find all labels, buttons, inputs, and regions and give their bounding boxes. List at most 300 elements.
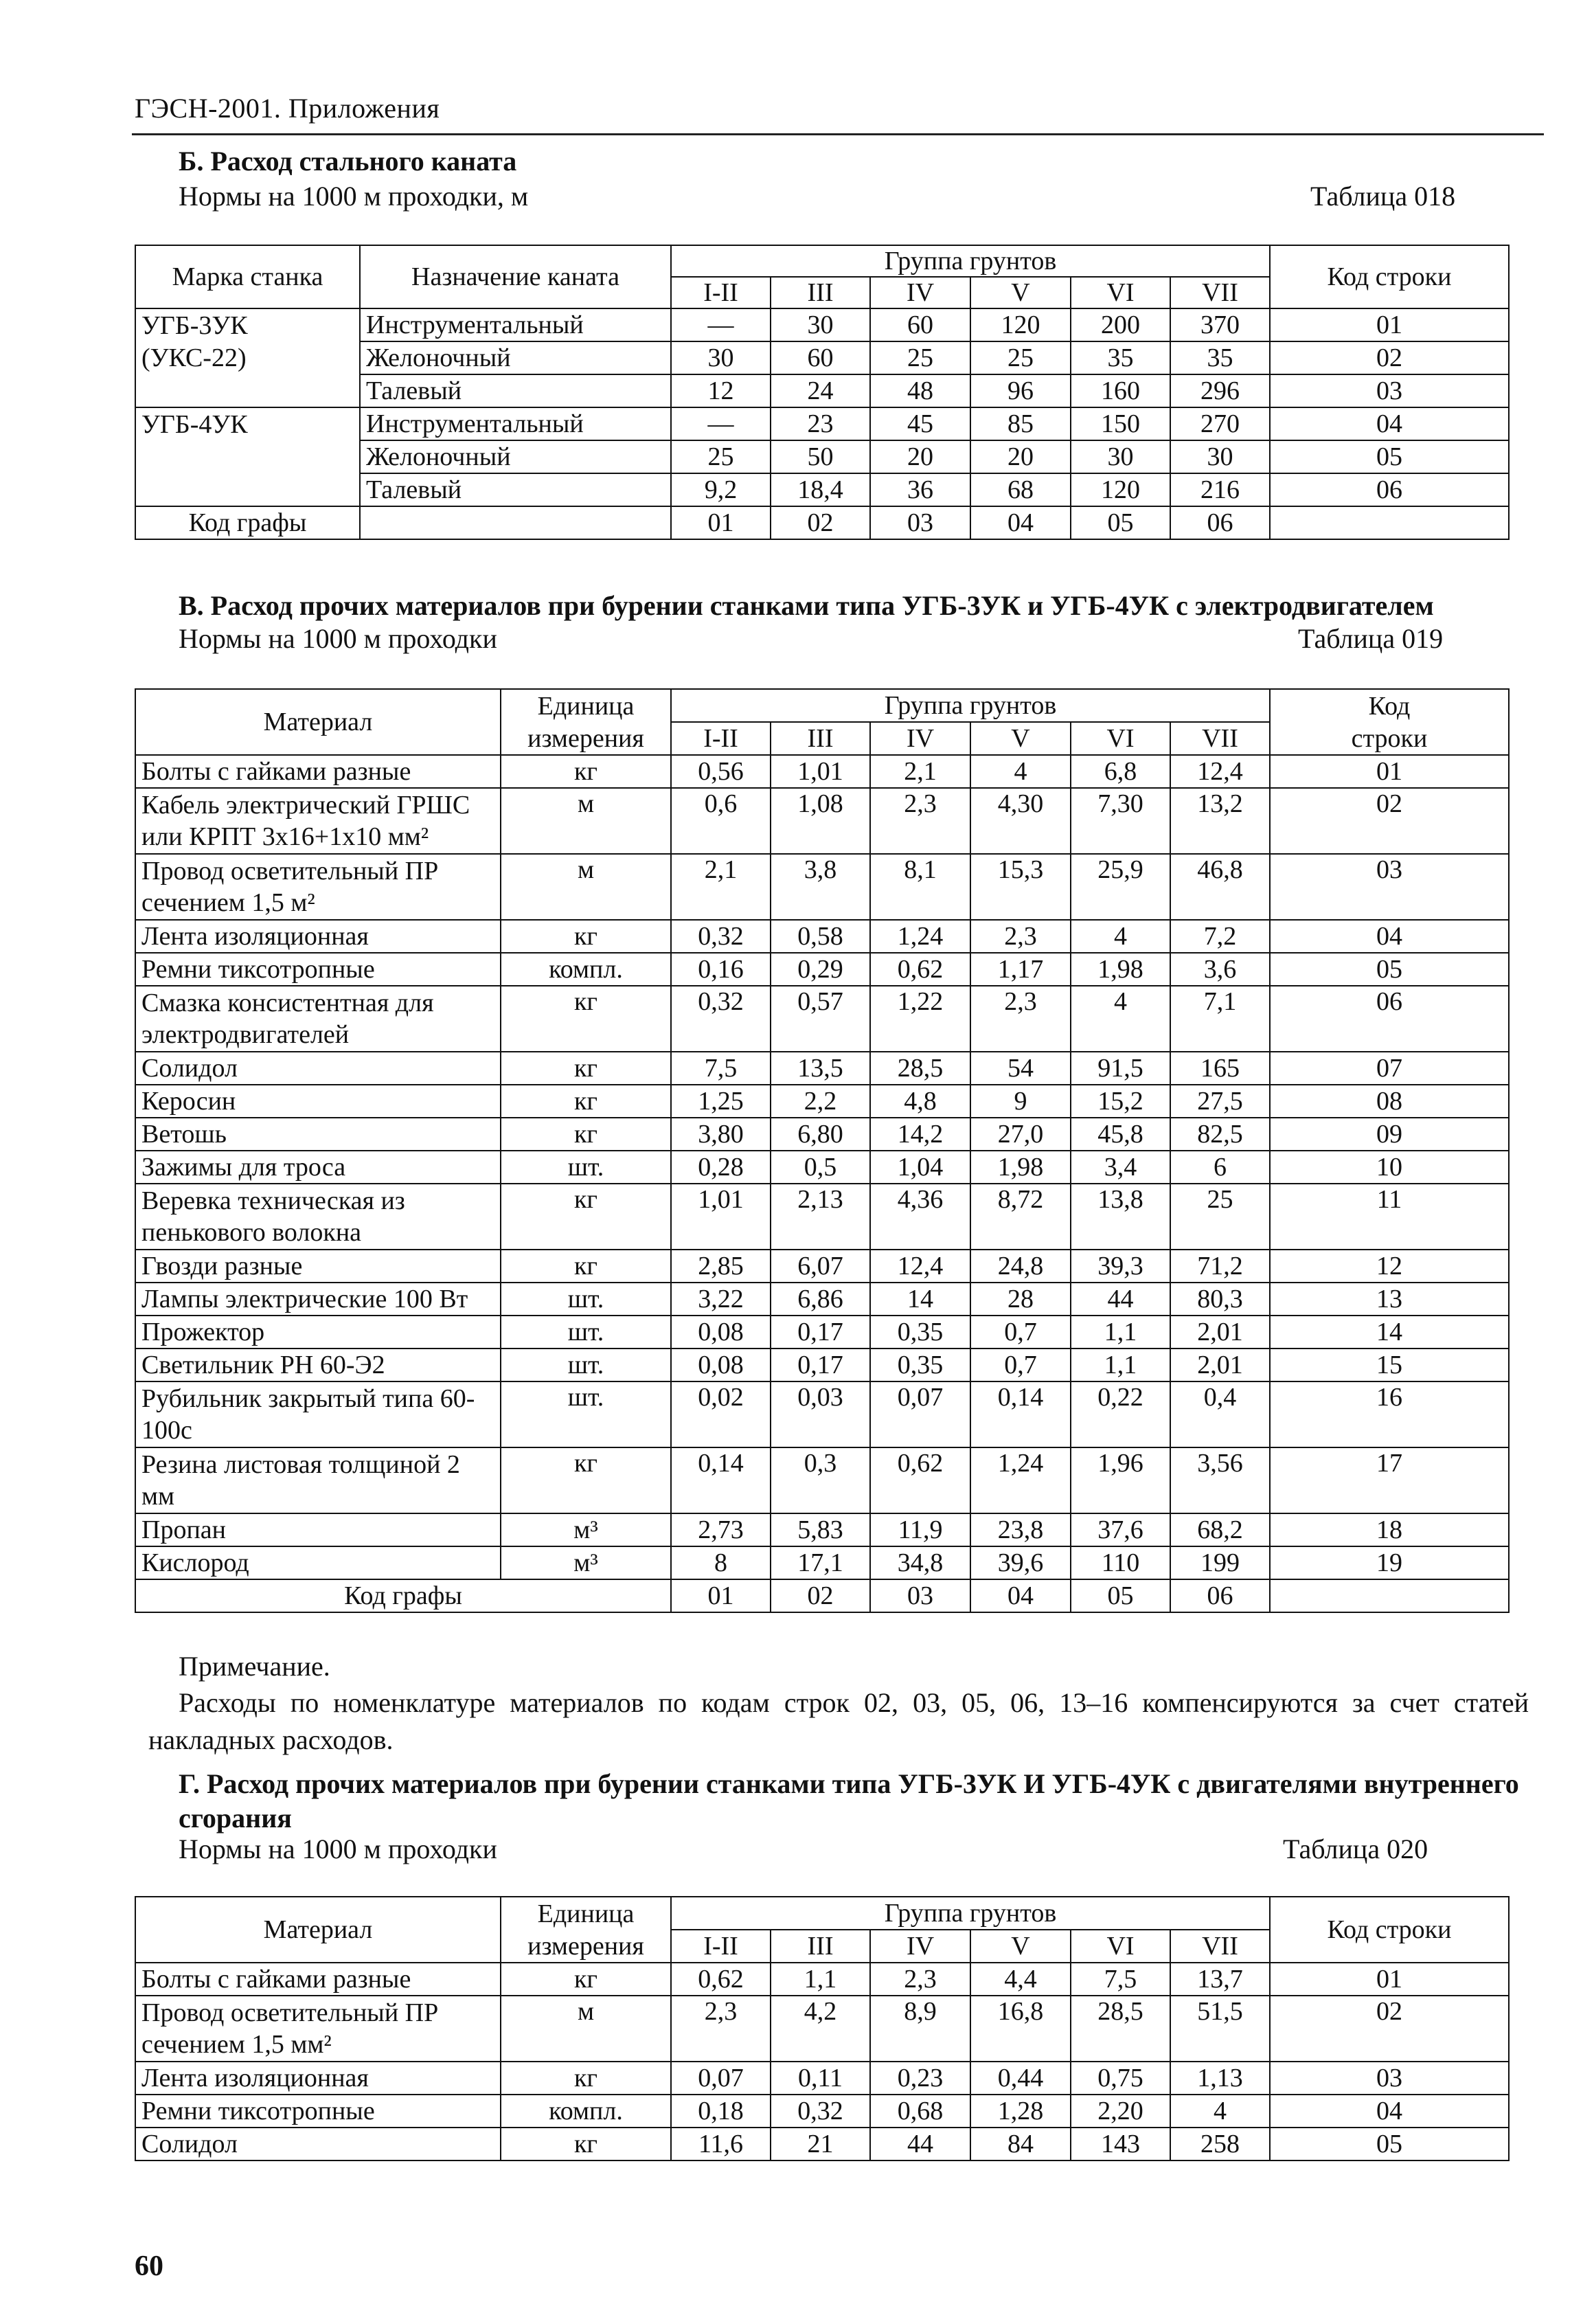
value-cell: 0,18 [671,2095,771,2128]
empty-cell [1270,1579,1509,1612]
value-cell: 91,5 [1071,1052,1170,1085]
column-code: 05 [1071,506,1170,539]
machine-cell: УГБ-3УК [135,308,360,341]
material-cell: Керосин [135,1085,501,1118]
row-code-cell: 03 [1270,2062,1509,2095]
value-cell: 0,32 [771,2095,870,2128]
value-cell: 0,4 [1170,1381,1270,1447]
row-code-cell: 08 [1270,1085,1509,1118]
value-cell: 3,56 [1170,1447,1270,1513]
header-group-1: I-II [671,277,771,308]
value-cell: 7,5 [1071,1963,1170,1996]
table-row [135,788,1509,854]
header-code-line1: Код [1270,689,1509,722]
row-code-cell: 01 [1270,1963,1509,1996]
value-cell: 0,16 [671,953,771,986]
table-row [135,1381,1509,1447]
value-cell: 34,8 [870,1546,970,1579]
value-cell: 143 [1071,2128,1170,2161]
material-cell: Солидол [135,1052,501,1085]
value-cell: 1,25 [671,1085,771,1118]
row-code-cell: 04 [1270,407,1509,440]
material-cell: Лента изоляционная [135,920,501,953]
unit-cell: кг [501,1118,671,1151]
value-cell: 5,83 [771,1513,870,1546]
material-cell: Болты с гайками разные [135,1963,501,1996]
value-cell: 0,22 [1071,1381,1170,1447]
unit-cell: кг [501,1250,671,1283]
row-code-cell: 06 [1270,986,1509,1052]
row-code-cell: 07 [1270,1052,1509,1085]
value-cell: 165 [1170,1052,1270,1085]
value-cell: 44 [1071,1283,1170,1316]
value-cell: 2,3 [671,1996,771,2062]
table-018-label: Таблица 018 [1310,181,1456,212]
purpose-cell: Желоночный [360,440,671,473]
value-cell: 7,5 [671,1052,771,1085]
value-cell: 1,1 [1071,1316,1170,1349]
value-cell: 0,7 [970,1349,1071,1381]
header-material: Материал [135,1897,501,1963]
value-cell: 4 [1071,920,1170,953]
purpose-cell: Талевый [360,374,671,407]
value-cell: 54 [970,1052,1071,1085]
material-cell: Светильник РН 60-Э2 [135,1349,501,1381]
value-cell: 8,9 [870,1996,970,2062]
unit-cell: кг [501,2062,671,2095]
material-cell: Болты с гайками разные [135,755,501,788]
value-cell: 2,3 [870,1963,970,1996]
value-cell: 35 [1170,341,1270,374]
row-code-cell: 05 [1270,440,1509,473]
value-cell: 39,6 [970,1546,1071,1579]
value-cell: 0,62 [870,953,970,986]
header-group-2: III [771,277,870,308]
value-cell: 60 [870,308,970,341]
material-cell: Гвозди разные [135,1250,501,1283]
value-cell: 7,30 [1071,788,1170,854]
value-cell: 0,17 [771,1316,870,1349]
value-cell: 120 [1071,473,1170,506]
column-code: 04 [970,1579,1071,1612]
header-soil-group: Группа грунтов [671,1897,1270,1930]
value-cell: 50 [771,440,870,473]
section-v-title: В. Расход прочих материалов при бурении станками типа УГБ-3УК и УГБ-4УК с электродвигателем [179,590,1434,621]
machine-cell [135,473,360,506]
table-row [135,2128,1509,2161]
value-cell: 0,08 [671,1349,771,1381]
header-soil-group: Группа грунтов [671,245,1270,277]
row-code-cell: 01 [1270,308,1509,341]
empty-cell [360,506,671,539]
row-code-cell: 04 [1270,2095,1509,2128]
value-cell: 270 [1170,407,1270,440]
table-row [135,440,1509,473]
value-cell: 25 [1170,1184,1270,1250]
value-cell: 20 [970,440,1071,473]
value-cell: 7,2 [1170,920,1270,953]
value-cell: 0,03 [771,1381,870,1447]
header-group-6: VII [1170,277,1270,308]
column-code-label: Код графы [135,506,360,539]
table-row [135,986,1509,1052]
value-cell: 45 [870,407,970,440]
row-code-cell: 03 [1270,854,1509,920]
unit-cell: кг [501,1447,671,1513]
row-code-cell: 16 [1270,1381,1509,1447]
value-cell: 46,8 [1170,854,1270,920]
purpose-cell: Талевый [360,473,671,506]
value-cell: 0,08 [671,1316,771,1349]
table-row [135,1513,1509,1546]
value-cell: 0,56 [671,755,771,788]
value-cell: 2,1 [671,854,771,920]
column-code: 05 [1071,1579,1170,1612]
empty-cell [1270,506,1509,539]
column-code: 02 [771,506,870,539]
value-cell: 2,3 [870,788,970,854]
material-cell: Пропан [135,1513,501,1546]
column-code: 03 [870,1579,970,1612]
value-cell: 35 [1071,341,1170,374]
material-cell: Солидол [135,2128,501,2161]
header-unit-line2: измерения [501,722,671,755]
value-cell: 0,6 [671,788,771,854]
value-cell: 0,14 [970,1381,1071,1447]
material-cell: Лента изоляционная [135,2062,501,2095]
table-row [135,2095,1509,2128]
value-cell: — [671,308,771,341]
header-row-code: Код строки [1270,1897,1509,1963]
table-row [135,2062,1509,2095]
value-cell: 1,98 [970,1151,1071,1184]
material-cell: Прожектор [135,1316,501,1349]
value-cell: 27,0 [970,1118,1071,1151]
value-cell: 13,2 [1170,788,1270,854]
value-cell: 4 [970,755,1071,788]
value-cell: 2,85 [671,1250,771,1283]
row-code-cell: 01 [1270,755,1509,788]
value-cell: 25 [671,440,771,473]
unit-cell: компл. [501,953,671,986]
row-code-cell: 02 [1270,341,1509,374]
row-code-cell: 03 [1270,374,1509,407]
value-cell: 2,3 [970,986,1071,1052]
unit-cell: кг [501,1963,671,1996]
unit-cell: шт. [501,1316,671,1349]
header-unit-line2: измерения [501,1930,671,1963]
header-group-5: VI [1071,1930,1170,1963]
value-cell: 1,1 [771,1963,870,1996]
value-cell: 7,1 [1170,986,1270,1052]
unit-cell: шт. [501,1151,671,1184]
table-row [135,1283,1509,1316]
value-cell: 14,2 [870,1118,970,1151]
value-cell: 3,8 [771,854,870,920]
material-cell: Провод осветительный ПР сечением 1,5 мм² [135,1996,501,2062]
value-cell: 0,75 [1071,2062,1170,2095]
value-cell: 110 [1071,1546,1170,1579]
header-code-line2: строки [1270,722,1509,755]
header-unit-line1: Единица [501,1897,671,1930]
unit-cell: кг [501,2128,671,2161]
header-rule [132,133,1544,135]
row-code-cell: 13 [1270,1283,1509,1316]
header-group-4: V [970,277,1071,308]
table-row [135,1118,1509,1151]
value-cell: 36 [870,473,970,506]
table-row [135,473,1509,506]
value-cell: 0,02 [671,1381,771,1447]
value-cell: 3,4 [1071,1151,1170,1184]
table-018 [135,245,1510,540]
value-cell: 80,3 [1170,1283,1270,1316]
value-cell: 0,23 [870,2062,970,2095]
value-cell: 4 [1071,986,1170,1052]
table-row [135,920,1509,953]
unit-cell: кг [501,1052,671,1085]
value-cell: 0,62 [671,1963,771,1996]
row-code-cell: 02 [1270,788,1509,854]
value-cell: 1,24 [870,920,970,953]
value-cell: 2,20 [1071,2095,1170,2128]
material-cell: Кислород [135,1546,501,1579]
value-cell: 85 [970,407,1071,440]
value-cell: 25,9 [1071,854,1170,920]
section-g-norms: Нормы на 1000 м проходки [179,1834,497,1864]
unit-cell: кг [501,755,671,788]
material-cell: Провод осветительный ПР сечением 1,5 м² [135,854,501,920]
value-cell: 9,2 [671,473,771,506]
machine-cell: УГБ-4УК [135,407,360,440]
value-cell: 4,36 [870,1184,970,1250]
value-cell: 1,08 [771,788,870,854]
value-cell: 3,80 [671,1118,771,1151]
machine-cell [135,374,360,407]
value-cell: 37,6 [1071,1513,1170,1546]
value-cell: 71,2 [1170,1250,1270,1283]
value-cell: 68,2 [1170,1513,1270,1546]
value-cell: 28 [970,1283,1071,1316]
purpose-cell: Инструментальный [360,308,671,341]
table-row [135,1250,1509,1283]
header-purpose: Назначение каната [360,245,671,308]
value-cell: 11,9 [870,1513,970,1546]
value-cell: 0,32 [671,986,771,1052]
value-cell: 60 [771,341,870,374]
value-cell: 28,5 [1071,1996,1170,2062]
table-row [135,953,1509,986]
value-cell: 6 [1170,1151,1270,1184]
header-row-code: Код строки [1270,245,1509,308]
unit-cell: кг [501,920,671,953]
value-cell: 15,2 [1071,1085,1170,1118]
value-cell: 200 [1071,308,1170,341]
column-code: 02 [771,1579,870,1612]
value-cell: 0,58 [771,920,870,953]
table-row [135,308,1509,341]
machine-cell: (УКС-22) [135,341,360,374]
page-number: 60 [135,2250,163,2282]
value-cell: 82,5 [1170,1118,1270,1151]
value-cell: 23,8 [970,1513,1071,1546]
header-group-3: IV [870,1930,970,1963]
value-cell: 0,14 [671,1447,771,1513]
value-cell: 8 [671,1546,771,1579]
note-text: Расходы по номенклатуре материалов по кодам строк 02, 03, 05, 06, 13–16 компенсируются за счет статей накладных расходов. [148,1687,1529,1755]
unit-cell: м³ [501,1513,671,1546]
row-code-cell: 12 [1270,1250,1509,1283]
value-cell: 0,35 [870,1316,970,1349]
value-cell: 4 [1170,2095,1270,2128]
row-code-cell: 05 [1270,2128,1509,2161]
header-group-2: III [771,722,870,755]
value-cell: 2,2 [771,1085,870,1118]
value-cell: 6,80 [771,1118,870,1151]
unit-cell: м [501,1996,671,2062]
value-cell: 0,32 [671,920,771,953]
material-cell: Веревка техническая из пенькового волокна [135,1184,501,1250]
material-cell: Ветошь [135,1118,501,1151]
value-cell: 216 [1170,473,1270,506]
column-code: 06 [1170,506,1270,539]
value-cell: 6,07 [771,1250,870,1283]
value-cell: 68 [970,473,1071,506]
row-code-cell: 11 [1270,1184,1509,1250]
value-cell: 39,3 [1071,1250,1170,1283]
value-cell: 150 [1071,407,1170,440]
table-row [135,1996,1509,2062]
value-cell: 0,07 [870,1381,970,1447]
value-cell: 258 [1170,2128,1270,2161]
row-code-cell: 02 [1270,1996,1509,2062]
row-code-cell: 14 [1270,1316,1509,1349]
header-group-5: VI [1071,722,1170,755]
value-cell: 30 [671,341,771,374]
value-cell: 11,6 [671,2128,771,2161]
section-g-title: Г. Расход прочих материалов при бурении станками типа УГБ-3УК И УГБ-4УК с двигателями внутреннего сгорания [179,1768,1519,1834]
section-v-norms: Нормы на 1000 м проходки [179,623,497,654]
value-cell: 9 [970,1085,1071,1118]
row-code-cell: 17 [1270,1447,1509,1513]
value-cell: 8,72 [970,1184,1071,1250]
footer-row [135,1579,1509,1612]
value-cell: 8,1 [870,854,970,920]
value-cell: 0,17 [771,1349,870,1381]
header-group-1: I-II [671,722,771,755]
value-cell: 6,86 [771,1283,870,1316]
value-cell: 17,1 [771,1546,870,1579]
header-group-3: IV [870,277,970,308]
table-020-label: Таблица 020 [1283,1834,1428,1864]
value-cell: 6,8 [1071,755,1170,788]
value-cell: 0,29 [771,953,870,986]
column-code-label: Код графы [135,1579,671,1612]
purpose-cell: Инструментальный [360,407,671,440]
value-cell: 45,8 [1071,1118,1170,1151]
unit-cell: кг [501,1184,671,1250]
material-cell: Резина листовая толщиной 2 мм [135,1447,501,1513]
value-cell: 20 [870,440,970,473]
table-row [135,1546,1509,1579]
value-cell: 160 [1071,374,1170,407]
table-row [135,1085,1509,1118]
material-cell: Рубильник закрытый типа 60-100с [135,1381,501,1447]
note-label: Примечание. [179,1651,330,1682]
header-group-4: V [970,722,1071,755]
table-row [135,407,1509,440]
value-cell: 25 [870,341,970,374]
value-cell: 1,28 [970,2095,1071,2128]
value-cell: 13,7 [1170,1963,1270,1996]
value-cell: 2,13 [771,1184,870,1250]
table-row [135,1316,1509,1349]
unit-cell: м [501,854,671,920]
value-cell: 1,22 [870,986,970,1052]
material-cell: Кабель электрический ГРШС или КРПТ 3х16+1х10 мм² [135,788,501,854]
value-cell: 24,8 [970,1250,1071,1283]
value-cell: 44 [870,2128,970,2161]
table-row [135,854,1509,920]
header-group-3: IV [870,722,970,755]
value-cell: 12,4 [870,1250,970,1283]
table-019 [135,688,1510,1613]
value-cell: 24 [771,374,870,407]
table-row [135,1151,1509,1184]
table-row [135,1184,1509,1250]
row-code-cell: 19 [1270,1546,1509,1579]
value-cell: 30 [1170,440,1270,473]
value-cell: 12 [671,374,771,407]
value-cell: 0,57 [771,986,870,1052]
purpose-cell: Желоночный [360,341,671,374]
table-row [135,1349,1509,1381]
value-cell: 30 [771,308,870,341]
value-cell: 51,5 [1170,1996,1270,2062]
row-code-cell: 15 [1270,1349,1509,1381]
value-cell: 14 [870,1283,970,1316]
value-cell: 27,5 [1170,1085,1270,1118]
value-cell: 1,01 [671,1184,771,1250]
column-code: 06 [1170,1579,1270,1612]
value-cell: 13,8 [1071,1184,1170,1250]
header-unit-line1: Единица [501,689,671,722]
header-machine: Марка станка [135,245,360,308]
value-cell: 3,6 [1170,953,1270,986]
value-cell: 120 [970,308,1071,341]
value-cell: — [671,407,771,440]
row-code-cell: 06 [1270,473,1509,506]
value-cell: 1,01 [771,755,870,788]
value-cell: 48 [870,374,970,407]
value-cell: 1,98 [1071,953,1170,986]
value-cell: 0,35 [870,1349,970,1381]
table-row [135,1052,1509,1085]
value-cell: 84 [970,2128,1071,2161]
unit-cell: м³ [501,1546,671,1579]
value-cell: 21 [771,2128,870,2161]
material-cell: Смазка консистентная для электродвигателей [135,986,501,1052]
value-cell: 4,8 [870,1085,970,1118]
row-code-cell: 10 [1270,1151,1509,1184]
column-code: 04 [970,506,1071,539]
value-cell: 0,68 [870,2095,970,2128]
value-cell: 2,01 [1170,1349,1270,1381]
header-material: Материал [135,689,501,755]
value-cell: 4,30 [970,788,1071,854]
value-cell: 0,07 [671,2062,771,2095]
header-group-5: VI [1071,277,1170,308]
